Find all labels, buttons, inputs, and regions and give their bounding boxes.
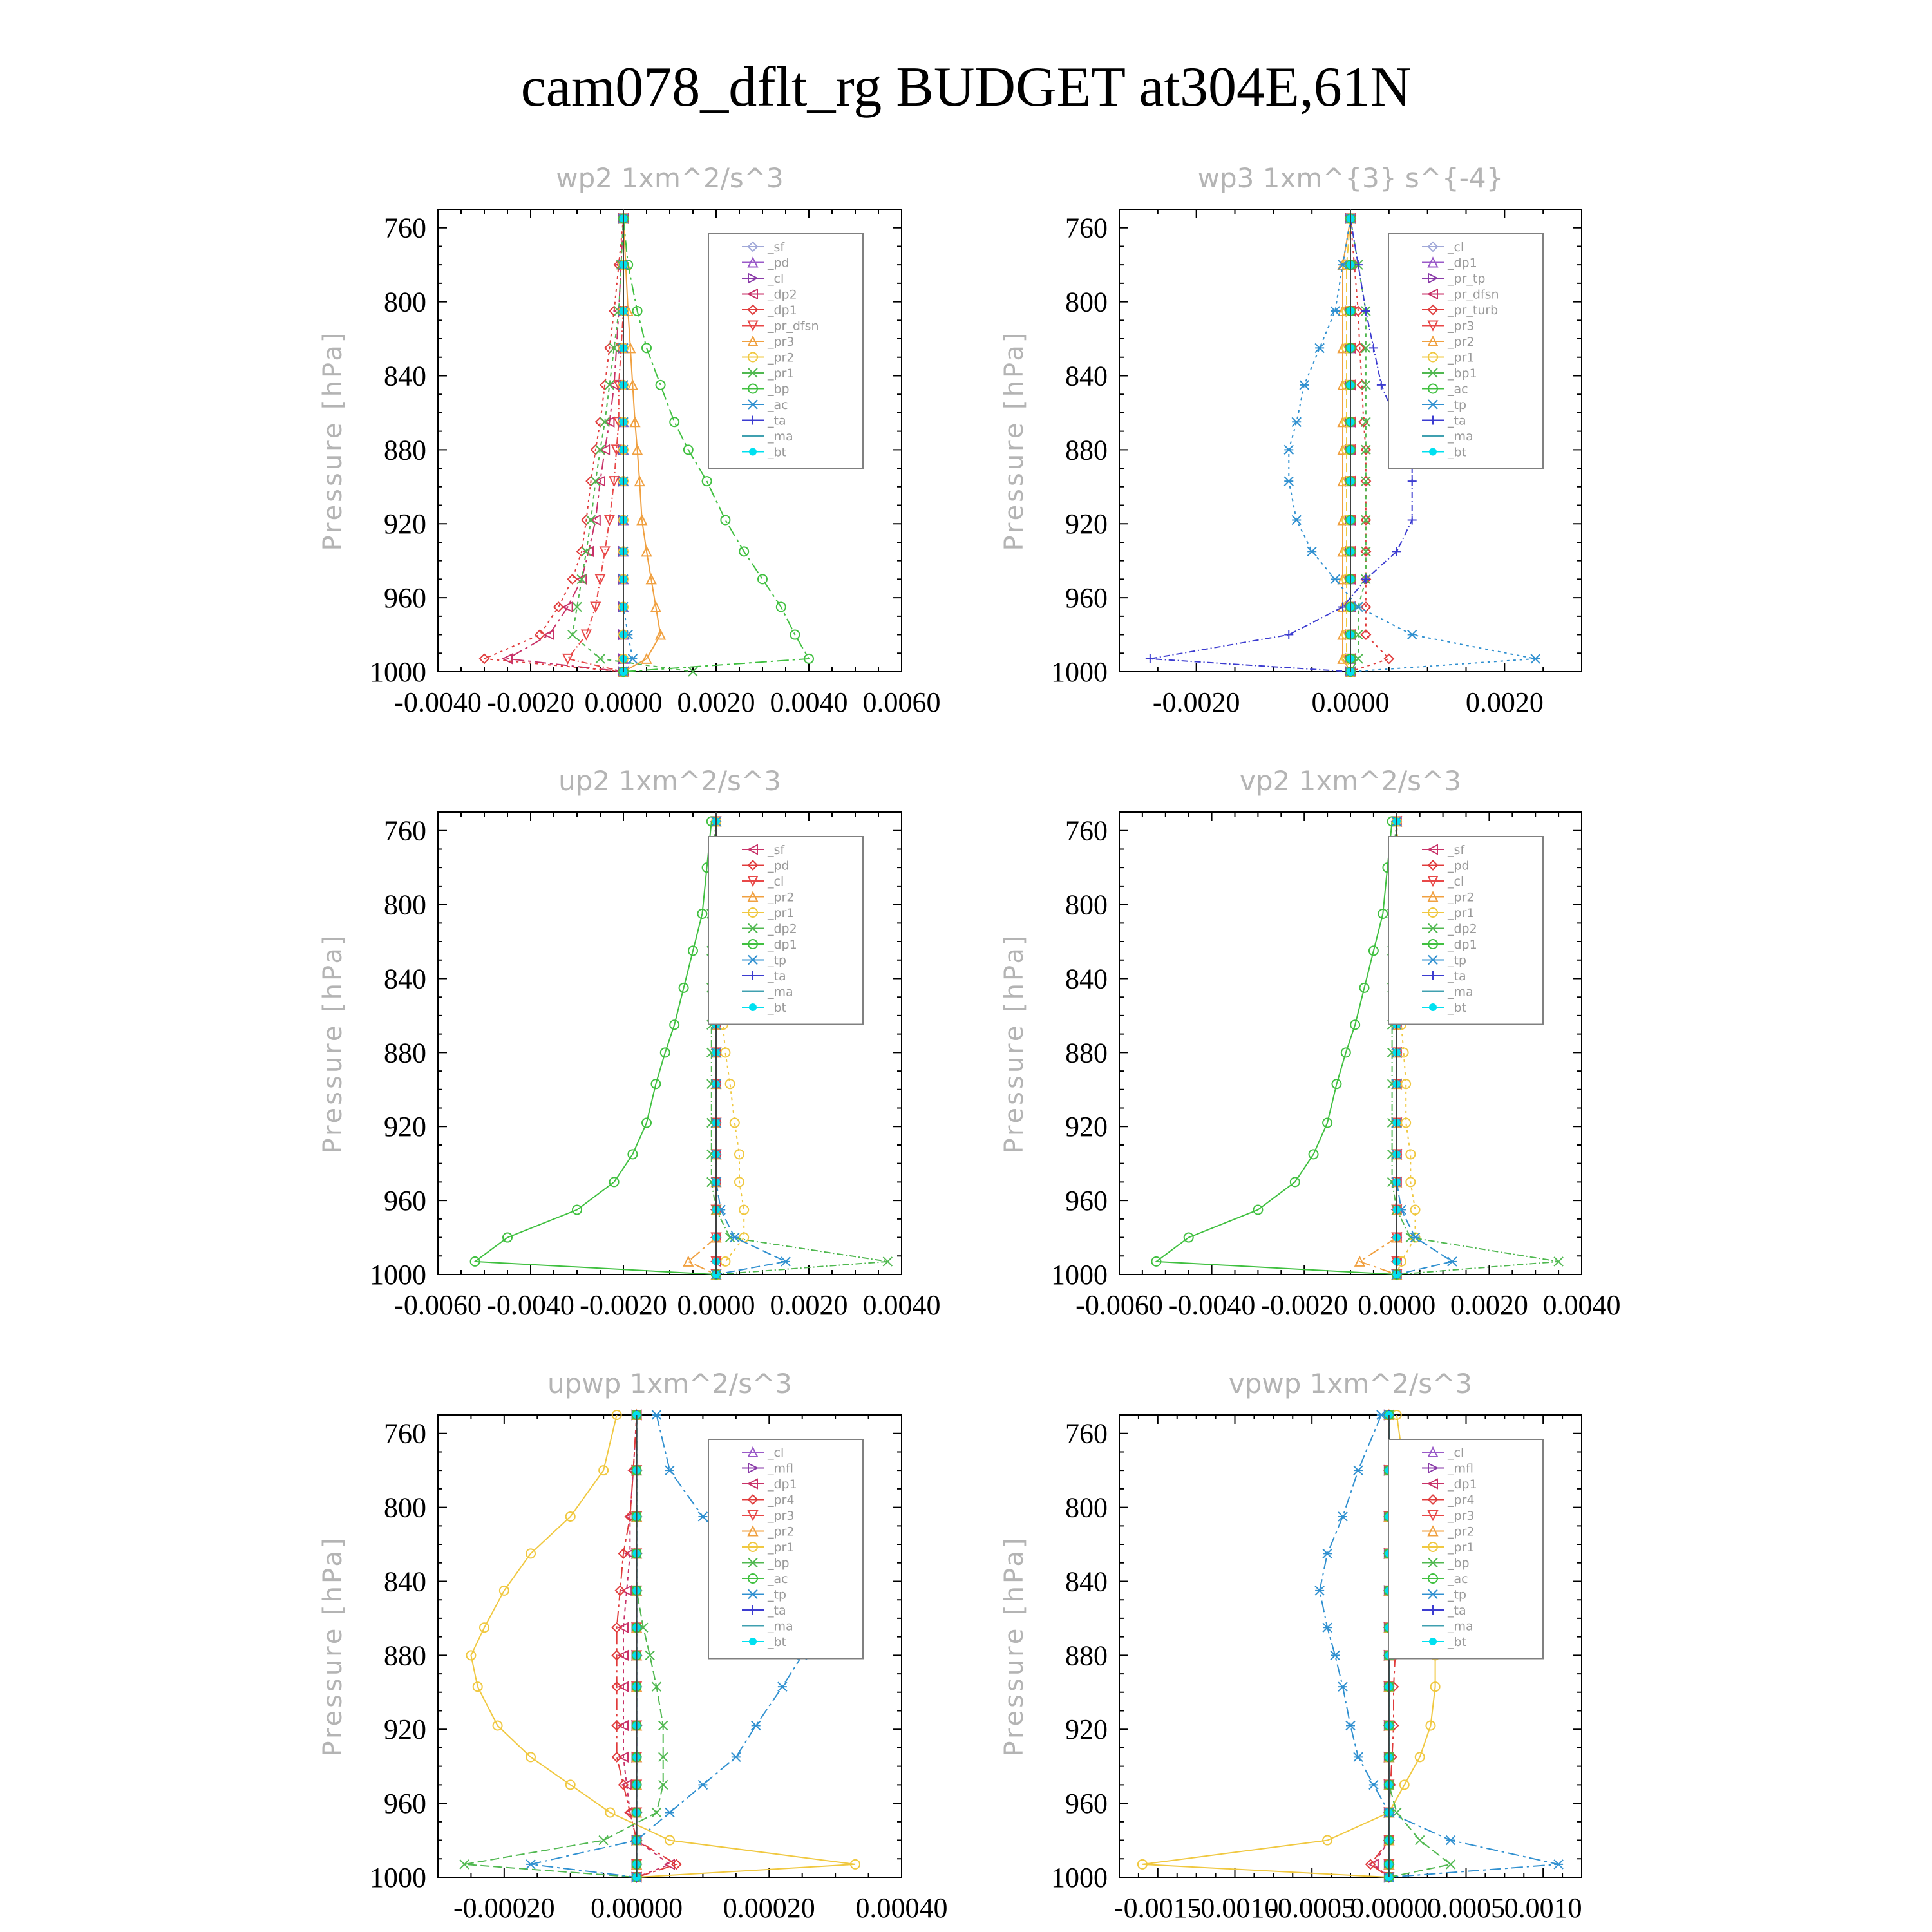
legend-label: _pr3 [1448, 1509, 1475, 1523]
data-point [1369, 1780, 1378, 1789]
y-tick-label: 880 [1065, 1640, 1108, 1672]
y-tick-label: 920 [1065, 1714, 1108, 1746]
legend-label: _bp [1448, 1556, 1470, 1571]
legend-label: _bp [768, 382, 790, 397]
x-tick-label: 0.0040 [770, 687, 848, 718]
data-point [665, 1466, 674, 1475]
y-tick-label: 880 [384, 1640, 426, 1672]
data-point [535, 630, 544, 639]
y-tick-label: 920 [384, 1111, 426, 1143]
x-tick-label: -0.0060 [394, 1289, 482, 1321]
data-point [758, 574, 767, 583]
legend-label: _pr3 [768, 335, 795, 349]
data-point [1284, 630, 1293, 639]
data-point [698, 1512, 707, 1521]
y-tick-label: 800 [1065, 1492, 1108, 1524]
data-point [1354, 1752, 1363, 1761]
data-point [730, 1118, 739, 1127]
data-point [1284, 477, 1293, 486]
legend-label: _pr_tp [1448, 272, 1486, 286]
data-point [670, 417, 679, 426]
legend-label: _dp1 [768, 1477, 797, 1492]
y-axis-label: Pressure [hPa] [318, 1535, 348, 1757]
y-axis-label: Pressure [hPa] [999, 1535, 1029, 1757]
y-tick-label: 1000 [370, 1862, 426, 1893]
y-tick-label: 1000 [1051, 1259, 1108, 1291]
data-point [1354, 602, 1363, 611]
y-tick-label: 840 [384, 360, 426, 392]
chart-panel-bottom-left [318, 1368, 948, 1924]
legend-label: _tp [1448, 398, 1467, 412]
series-dp1 [471, 817, 721, 1279]
y-tick-label: 800 [384, 286, 426, 318]
x-tick-label: -0.0060 [1075, 1289, 1163, 1321]
data-point [568, 630, 577, 639]
legend-label: _tp [768, 953, 787, 968]
legend-marker [1429, 1003, 1437, 1011]
data-point [1377, 1410, 1386, 1419]
y-tick-label: 840 [384, 1566, 426, 1598]
legend-label: _pr3 [768, 1509, 795, 1523]
y-tick-label: 1000 [370, 1259, 426, 1291]
panel-title: vpwp 1xm^2/s^3 [1228, 1368, 1473, 1399]
legend-label: _dp1 [768, 938, 797, 952]
data-point [591, 515, 600, 524]
data-point [652, 1410, 661, 1419]
y-tick-label: 800 [384, 1492, 426, 1524]
x-tick-label: 0.0010 [1504, 1892, 1582, 1924]
legend-label: _bt [1448, 445, 1467, 460]
y-axis-label: Pressure [hPa] [318, 330, 348, 551]
legend-label: _cl [1448, 875, 1464, 889]
x-tick-label: 0.00000 [591, 1892, 683, 1924]
y-tick-label: 960 [384, 1788, 426, 1820]
data-point [781, 1257, 790, 1266]
data-point [1369, 1860, 1378, 1869]
y-tick-label: 960 [384, 582, 426, 614]
legend-label: _ta [1448, 969, 1466, 983]
legend-label: _ta [768, 1604, 786, 1618]
x-tick-label: -0.0020 [487, 687, 574, 718]
y-tick-label: 800 [1065, 286, 1108, 318]
data-point [732, 1752, 741, 1761]
data-point [1284, 445, 1293, 454]
legend-label: _pr1 [768, 1540, 795, 1555]
panel-title: wp3 1xm^{3} s^{-4} [1197, 162, 1504, 194]
legend-label: _bt [1448, 1001, 1467, 1015]
panel-title: vp2 1xm^2/s^3 [1240, 765, 1461, 797]
legend-label: _mfl [1448, 1461, 1473, 1476]
legend [1388, 234, 1543, 469]
legend-label: _ma [1448, 1619, 1473, 1634]
series-line [617, 1415, 677, 1877]
x-tick-label: -0.00020 [453, 1892, 555, 1924]
y-axis-label: Pressure [hPa] [999, 933, 1029, 1154]
y-tick-label: 840 [1065, 963, 1108, 995]
legend-label: _bp1 [1448, 366, 1477, 381]
legend-marker [749, 1003, 757, 1011]
legend-label: _pr2 [1448, 890, 1475, 905]
chart-panel-middle-right [999, 765, 1621, 1321]
y-tick-label: 880 [1065, 434, 1108, 466]
legend-label: _ac [1448, 1572, 1468, 1586]
y-tick-label: 920 [1065, 508, 1108, 540]
legend-label: _bp [768, 1556, 790, 1571]
series-line [1150, 218, 1412, 672]
legend-label: _pr1 [1448, 1540, 1475, 1555]
legend-label: _tp [768, 1587, 787, 1602]
chart-panel-bottom-right [999, 1368, 1582, 1924]
data-point [1323, 1549, 1332, 1558]
legend-label: _pr2 [768, 350, 795, 365]
y-tick-label: 960 [1065, 582, 1108, 614]
series-ta [1146, 214, 1417, 676]
y-tick-label: 760 [384, 1417, 426, 1450]
y-tick-label: 960 [1065, 1185, 1108, 1217]
data-point [568, 574, 577, 583]
x-tick-label: -0.0020 [1260, 1289, 1349, 1321]
y-tick-label: 800 [384, 889, 426, 921]
x-tick-label: -0.0040 [487, 1289, 574, 1321]
legend-label: _ta [1448, 1604, 1466, 1618]
y-tick-label: 1000 [370, 656, 426, 688]
data-point [1323, 1623, 1332, 1632]
y-tick-label: 1000 [1051, 656, 1108, 688]
x-tick-label: 0.0000 [677, 1289, 755, 1321]
legend-label: _pd [768, 858, 790, 873]
legend-marker [1429, 1638, 1437, 1645]
legend-label: _pr2 [768, 1524, 795, 1539]
legend-marker [749, 1638, 757, 1645]
data-point [587, 515, 596, 524]
data-point [1446, 1860, 1455, 1869]
data-point [1416, 1836, 1425, 1845]
legend-label: _pr_dfsn [1448, 287, 1499, 302]
legend-label: _bt [768, 445, 787, 460]
data-point [554, 602, 563, 611]
series-pr1 [568, 214, 697, 676]
legend-label: _pr3 [1448, 319, 1475, 334]
panel-title: up2 1xm^2/s^3 [558, 765, 781, 797]
data-point [1331, 1651, 1340, 1660]
y-tick-label: 920 [384, 508, 426, 540]
chart-panel-top-right [999, 162, 1582, 718]
legend-label: _pr4 [1448, 1493, 1475, 1508]
data-point [721, 1048, 730, 1057]
legend-label: _pr2 [768, 890, 795, 905]
legend-label: _pd [768, 256, 790, 270]
data-point [1446, 1836, 1455, 1845]
x-tick-label: -0.0020 [580, 1289, 667, 1321]
data-point [1338, 1512, 1347, 1521]
data-point [1448, 1257, 1457, 1266]
data-point [1408, 515, 1417, 524]
y-tick-label: 1000 [1051, 1862, 1108, 1893]
y-tick-label: 920 [384, 1714, 426, 1746]
x-tick-label: 0.0000 [1311, 687, 1390, 718]
legend-label: _pr1 [768, 366, 795, 381]
legend-label: _dp1 [1448, 938, 1477, 952]
series-line [1156, 821, 1396, 1274]
x-tick-label: 0.0020 [1465, 687, 1544, 718]
legend-label: _ac [768, 1572, 788, 1586]
y-axis-label: Pressure [hPa] [999, 330, 1029, 551]
x-tick-label: 0.00020 [723, 1892, 815, 1924]
legend-label: _pr_dfsn [768, 319, 819, 334]
legend-label: _pr1 [1448, 906, 1475, 920]
x-tick-label: 0.0040 [862, 1289, 941, 1321]
series-line [484, 218, 623, 672]
data-point [526, 1860, 535, 1869]
series-dp1 [1151, 817, 1401, 1279]
y-tick-label: 800 [1065, 889, 1108, 921]
legend-label: _cl [1448, 240, 1464, 254]
x-tick-label: 0.0020 [677, 687, 755, 718]
legend-label: _pr2 [1448, 1524, 1475, 1539]
legend-label: _dp2 [768, 287, 797, 302]
x-tick-label: -0.0005 [1268, 1892, 1356, 1924]
x-tick-label: 0.0040 [1542, 1289, 1621, 1321]
y-tick-label: 920 [1065, 1111, 1108, 1143]
legend-label: _ta [1448, 413, 1466, 428]
data-point [1331, 574, 1340, 583]
legend-label: _ma [1448, 985, 1473, 999]
data-point [752, 1721, 761, 1730]
y-tick-label: 760 [384, 815, 426, 847]
legend-label: _dp1 [1448, 256, 1477, 270]
x-tick-label: -0.0040 [1168, 1289, 1256, 1321]
x-tick-label: 0.0020 [770, 1289, 848, 1321]
legend-label: _ma [768, 1619, 793, 1634]
panel-title: wp2 1xm^2/s^3 [556, 162, 784, 194]
data-point [652, 1808, 661, 1817]
legend-label: _sf [768, 843, 785, 857]
data-point [1292, 515, 1301, 524]
y-tick-label: 760 [1065, 815, 1108, 847]
legend-label: _ma [768, 985, 793, 999]
y-tick-label: 760 [1065, 1417, 1108, 1450]
x-tick-label: 0.0000 [1358, 1289, 1436, 1321]
data-point [1354, 1466, 1363, 1475]
legend-label: _sf [768, 240, 785, 254]
legend-label: _pr2 [1448, 335, 1475, 349]
legend-label: _cl [1448, 1446, 1464, 1460]
panel-title: upwp 1xm^2/s^3 [547, 1368, 792, 1399]
legend-marker [749, 448, 757, 456]
x-tick-label: -0.0015 [1114, 1892, 1202, 1924]
legend-label: _bt [1448, 1635, 1467, 1649]
legend-label: _ac [1448, 382, 1468, 397]
legend [708, 837, 863, 1025]
data-point [721, 1257, 730, 1266]
legend-label: _pr_turb [1448, 303, 1499, 317]
x-tick-label: 0.0000 [584, 687, 663, 718]
legend-label: _mfl [768, 1461, 793, 1476]
data-point [1408, 630, 1417, 639]
data-point [721, 515, 730, 524]
data-point [730, 1233, 739, 1242]
y-tick-label: 840 [1065, 360, 1108, 392]
data-point [778, 1682, 787, 1691]
data-point [628, 654, 637, 663]
data-point [1146, 654, 1155, 663]
series-line [475, 821, 716, 1274]
x-tick-label: -0.0020 [1152, 687, 1240, 718]
data-point [1307, 547, 1316, 556]
x-tick-label: -0.0040 [394, 687, 482, 718]
data-point [1369, 343, 1378, 352]
legend-label: _cl [768, 272, 784, 286]
legend-label: _bt [768, 1635, 787, 1649]
y-tick-label: 840 [384, 963, 426, 995]
y-tick-label: 960 [384, 1185, 426, 1217]
legend-label: _cl [768, 875, 784, 889]
data-point [591, 477, 600, 486]
legend-label: _pr4 [768, 1493, 795, 1508]
legend-label: _pr1 [768, 906, 795, 920]
data-point [1408, 477, 1417, 486]
data-point [564, 654, 573, 663]
legend-label: _dp2 [768, 922, 797, 936]
data-point [1531, 654, 1540, 663]
legend-label: _ma [1448, 430, 1473, 444]
legend-label: _bt [768, 1001, 787, 1015]
legend-label: _tp [1448, 953, 1467, 968]
data-point [1315, 343, 1324, 352]
legend-marker [1429, 448, 1437, 456]
legend-label: _dp2 [1448, 922, 1477, 936]
data-point [1300, 381, 1309, 390]
x-tick-label: 0.00040 [855, 1892, 948, 1924]
legend-label: _tp [1448, 1587, 1467, 1602]
legend-label: _ta [768, 413, 786, 428]
y-axis-label: Pressure [hPa] [318, 933, 348, 1154]
y-tick-label: 840 [1065, 1566, 1108, 1598]
legend-label: _ta [768, 969, 786, 983]
y-tick-label: 880 [384, 1037, 426, 1069]
legend-label: _ma [768, 430, 793, 444]
x-tick-label: 0.0020 [1450, 1289, 1528, 1321]
chart-panel-top-left [318, 162, 941, 718]
x-tick-label: -0.0010 [1191, 1892, 1279, 1924]
data-point [665, 1808, 674, 1817]
x-tick-label: 0.0000 [1350, 1892, 1428, 1924]
legend-label: _sf [1448, 843, 1465, 857]
series-dp2 [503, 214, 628, 676]
legend-label: _pr1 [1448, 350, 1475, 365]
page-title: cam078_dflt_rg BUDGET at304E,61N [520, 56, 1412, 118]
legend [1388, 1439, 1543, 1659]
data-point [582, 630, 591, 639]
legend-label: _dp1 [1448, 1477, 1477, 1492]
y-tick-label: 880 [384, 434, 426, 466]
data-point [1554, 1860, 1563, 1869]
legend-label: _pd [1448, 858, 1470, 873]
y-tick-label: 760 [1065, 212, 1108, 244]
legend-label: _cl [768, 1446, 784, 1460]
legend [1388, 837, 1543, 1025]
data-point [545, 630, 554, 639]
y-tick-label: 960 [1065, 1788, 1108, 1820]
legend-label: _dp1 [768, 303, 797, 317]
data-point [1377, 381, 1386, 390]
data-point [1411, 1205, 1420, 1214]
legend-label: _ac [768, 398, 788, 412]
data-point [600, 547, 609, 556]
legend [708, 234, 863, 469]
x-tick-label: 0.0005 [1427, 1892, 1505, 1924]
x-tick-label: 0.0060 [862, 687, 941, 718]
y-tick-label: 880 [1065, 1037, 1108, 1069]
y-tick-label: 760 [384, 212, 426, 244]
data-point [698, 1780, 707, 1789]
legend [708, 1439, 863, 1659]
series-line [507, 218, 623, 672]
chart-panel-middle-left [318, 765, 941, 1321]
